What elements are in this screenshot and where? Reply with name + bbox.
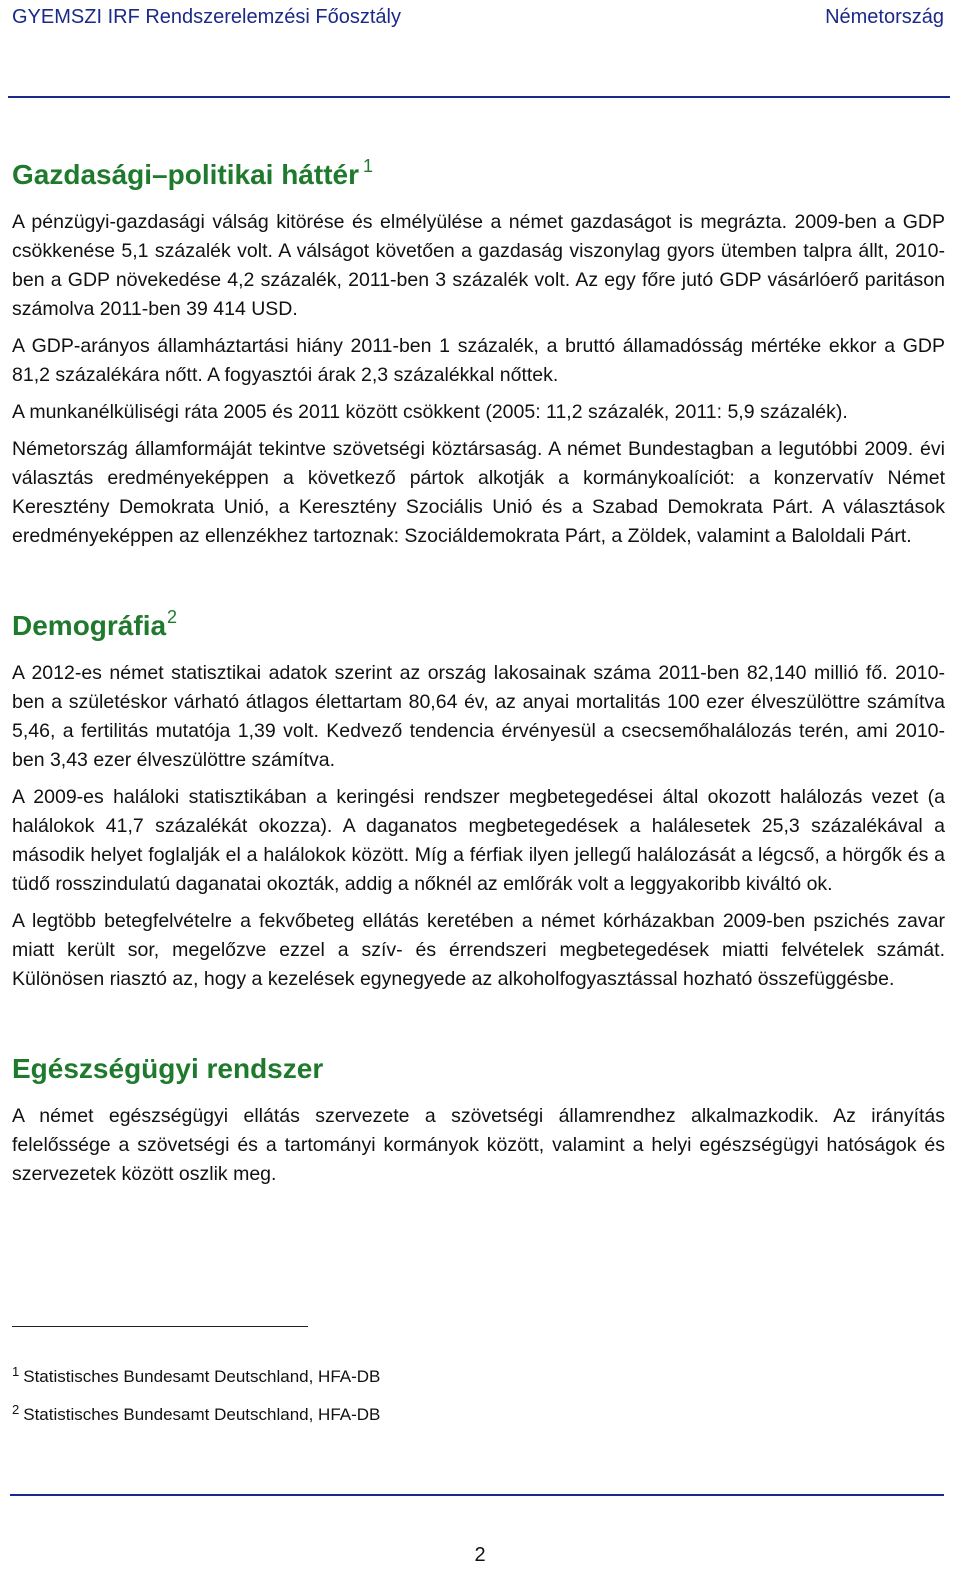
paragraph: A pénzügyi-gazdasági válság kitörése és elmélyülése a német gazdaságot is megrázta. 2009-ben a GDP csökkenése 5,1 százalék volt. A válságot követően a gazdaság viszonylag gyors ütemben talpra állt, 2010- ben a GDP növekedése 4,2 százalék, 2011-ben 3 százalék volt. Az egy főre jutó GDP vásárlóerő paritáson számolva 2011-ben 39 414 USD. bbox=[12, 211, 945, 320]
footnote-text: Statistisches Bundesamt Deutschland, HFA-DB bbox=[23, 1367, 381, 1386]
header-divider bbox=[8, 96, 950, 98]
footnote-number: 2 bbox=[12, 1402, 20, 1417]
document-body bbox=[12, 150, 945, 1189]
section-heading-economy bbox=[12, 150, 945, 200]
paragraph: A legtöbb betegfelvételre a fekvőbeteg ellátás keretében a német kórházakban 2009-ben pszichés zavar miatt került sor, megelőzve ezzel a szív- és érrendszeri megbetegedések miatti felvételek számát. Különösen riasztó az, hogy a kezelések egynegyede az alkoholfogyasztással hozható összefüggésbe. bbox=[12, 910, 945, 990]
footnote-divider bbox=[12, 1326, 308, 1327]
section-heading-health-system bbox=[12, 1044, 945, 1094]
footnote-text: Statistisches Bundesamt Deutschland, HFA-DB bbox=[23, 1405, 381, 1424]
paragraph: A német egészségügyi ellátás szervezete a szövetségi államrendhez alkalmazkodik. Az irányítás felelőssége a szövetségi és a tartományi kormányok között, valamint a helyi egészségügyi hatóságok és szervezetek között oszlik meg. bbox=[12, 1105, 945, 1185]
section-title: Gazdasági–politikai háttér bbox=[12, 159, 359, 190]
section-title: Egészségügyi rendszer bbox=[12, 1053, 324, 1084]
header-organization: GYEMSZI IRF Rendszerelemzési Főosztály bbox=[12, 5, 401, 28]
paragraph: A GDP-arányos államháztartási hiány 2011-ben 1 százalék, a bruttó államadósság mértéke ekkor a GDP 81,2 százalékára nőtt. A fogyasztói árak 2,3 százalékkal nőttek. bbox=[12, 335, 945, 386]
footnote-ref[interactable]: 2 bbox=[167, 607, 178, 627]
paragraph: A 2012-es német statisztikai adatok szerint az ország lakosainak száma 2011-ben 82,140 millió fő. 2010-ben a születéskor várható átlagos élettartam 80,64 év, az anyai mortalitás 100 ezer élveszülöttre számítva 5,46, a fertilitás mutatója 1,39 volt. Kedvező tendencia érvényesül a csecsemőhalálozás terén, ami 2010-ben 3,43 ezer élveszülöttre számítva. bbox=[12, 662, 945, 771]
page-header bbox=[12, 2, 944, 32]
section-heading-demography bbox=[12, 601, 945, 651]
header-country: Németország bbox=[825, 5, 944, 28]
footnote-1 bbox=[12, 1366, 380, 1388]
page-number: 2 bbox=[474, 1544, 486, 1566]
footnote-number: 1 bbox=[12, 1364, 20, 1379]
paragraph: A 2009-es haláloki statisztikában a keringési rendszer megbetegedései által okozott halálozás vezet (a halálokok 41,7 százalékát okozza). A daganatos megbetegedések a halálesetek 25,3 százalékával a második helyet foglalják el a halálokok között. Míg a férfiak ilyen jellegű halálozását a légcső, a hörgők és a tüdő rosszindulatú daganatai okozták, addig a nőknél az emlőrák volt a leggyakoribb kiváltó ok. bbox=[12, 786, 945, 895]
footer-divider bbox=[10, 1494, 944, 1496]
footnote-2 bbox=[12, 1404, 380, 1426]
paragraph: Németország államformáját tekintve szövetségi köztársaság. A német Bundestagban a legutóbbi 2009. évi választás eredményeképpen a következő pártok alkotják a kormánykoalíciót: a konzervatív Német Keresztény Demokrata Unió, a Keresztény Szociális Unió és a Szabad Demokrata Párt. A választások eredményeképpen az ellenzékhez tartoznak: Szociáldemokrata Párt, a Zöldek, valamint a Baloldali Párt. bbox=[12, 438, 945, 547]
footnote-ref[interactable]: 1 bbox=[363, 156, 374, 176]
section-title: Demográfia bbox=[12, 610, 167, 641]
paragraph: A munkanélküliségi ráta 2005 és 2011 között csökkent (2005: 11,2 százalék, 2011: 5,9 százalék). bbox=[12, 401, 848, 423]
